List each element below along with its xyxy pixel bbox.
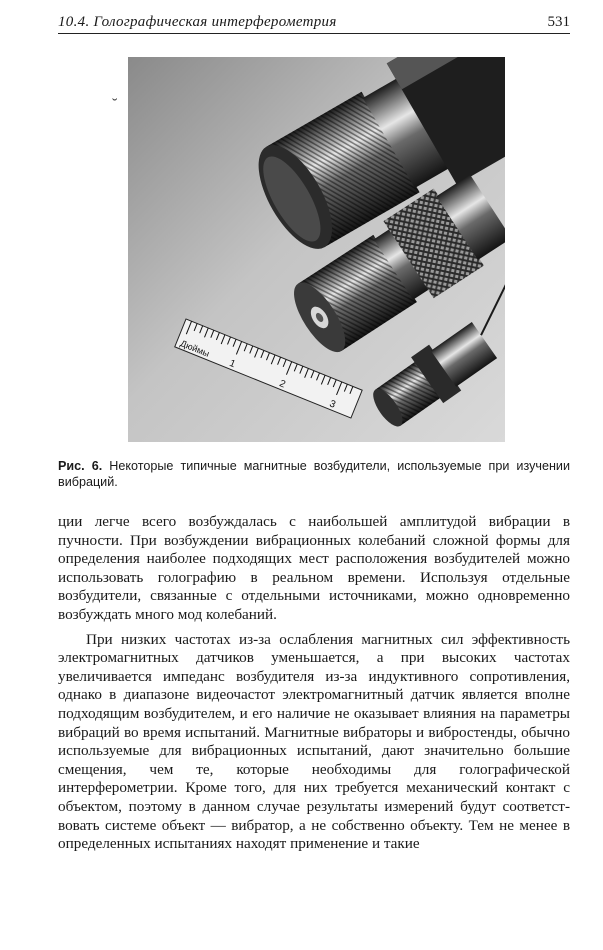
header-rule [58,33,570,34]
ruler-number-2: 2 [277,378,287,391]
ruler-label: Дюймы [178,338,211,359]
ruler-number-1: 1 [227,357,237,371]
paragraph-2: При низких частотах из-за ослабления магнитных сил эффективность электромагнитных датчиков уменьшается, а при высоких частотах увеличивается импеданс возбудителя из-за индуктивного сопротивления, однако в диапазоне видеочастот электромагнитный датчик является вполне подходящим возбудителем, и его наличие не оказывает влияния на параметры вибраций во время испытаний. Магнитные вибраторы и вибростенды, обычно используемые для вибрационных испытаний, дают значительно большие смещения, чем те, которые необходимы для голографической интерферометрии. Кроме того, для них требуется механический контакт с объектом, поэтому в данном случае результаты измерений будут соответствовать системе объект — вибратор, а не собственно объекту. Тем не менее в определенных испытаниях находят применение и такие [58,630,570,853]
ruler-number-3: 3 [327,398,338,411]
paragraph-1: ции легче всего возбуждалась с наибольшей амплитудой вибрации в пучности. При возбуждении вибрационных колебаний сложной формы для определения наиболее подходящих мест расположения возбудителей можно использовать голографию в реальном времени. Используя отдельные возбудители, связанные с отдельными источниками, можно одновременно возбуждать много мод колебаний. [58,513,570,623]
scan-mark: ˘ [112,96,118,113]
section-title: 10.4. Голографическая интерферометрия [58,14,337,30]
exciters-photo [128,57,505,442]
figure-caption [58,458,570,490]
running-head [58,14,570,34]
page-number: 531 [547,14,570,30]
figure-photo [128,57,505,442]
figure-caption-text: Некоторые типичные магнитные возбудители, используемые при изучении вибраций. [58,459,570,489]
figure-label: Рис. 6. [58,459,103,473]
body-text [58,513,570,854]
